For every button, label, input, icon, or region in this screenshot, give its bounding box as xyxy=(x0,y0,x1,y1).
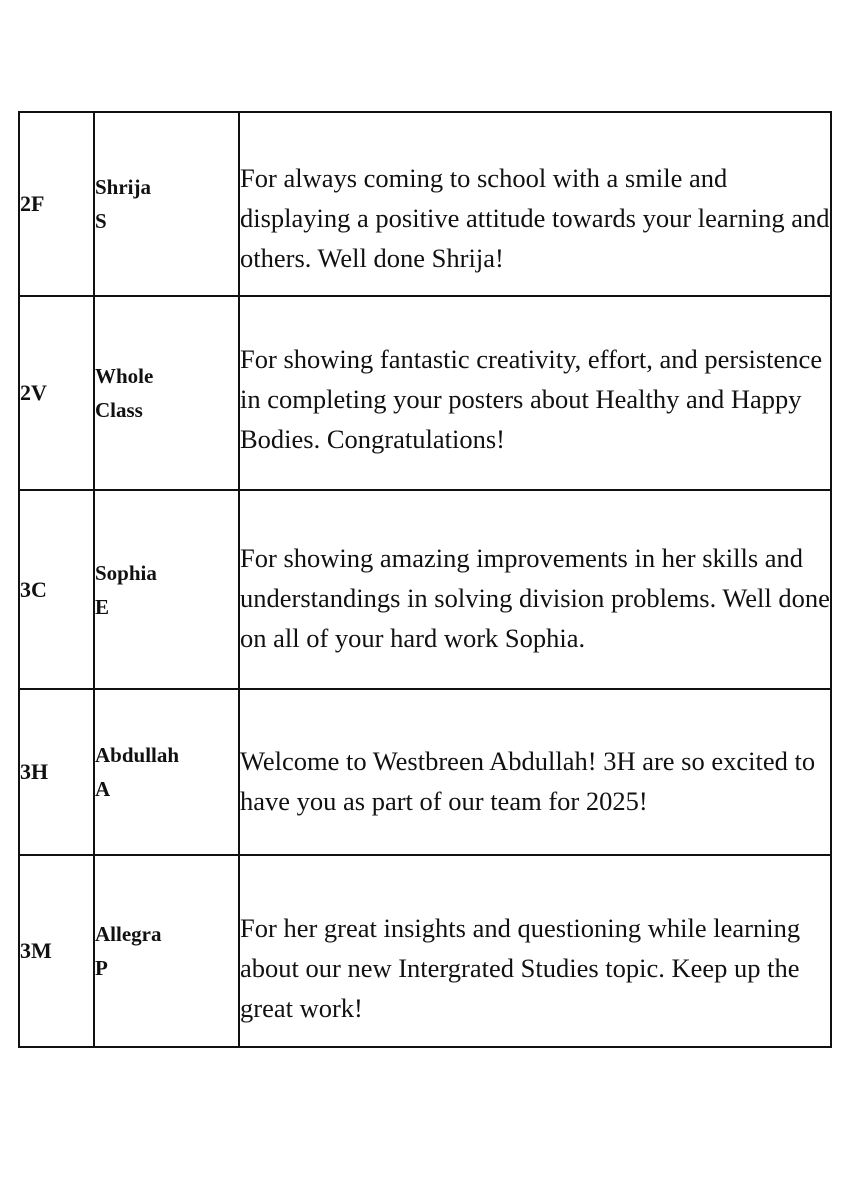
student-first-name: Whole xyxy=(95,364,154,388)
class-cell: 3C xyxy=(19,490,94,689)
award-message: For showing fantastic creativity, effort, and persistence in completing your posters about Healthy and Happy Bodies. Congratulations! xyxy=(240,344,823,454)
student-name-cell xyxy=(94,855,239,1047)
student-name-cell xyxy=(94,490,239,689)
class-cell: 2F xyxy=(19,112,94,296)
award-message: Welcome to Westbreen Abdullah! 3H are so excited to have you as part of our team for 2025! xyxy=(240,746,816,816)
message-cell xyxy=(239,490,831,689)
student-first-name: Shrija xyxy=(95,175,152,199)
award-message: For her great insights and questioning while learning about our new Intergrated Studies topic. Keep up the great work! xyxy=(240,913,801,1023)
message-cell xyxy=(239,689,831,855)
message-cell xyxy=(239,855,831,1047)
class-cell: 2V xyxy=(19,296,94,490)
message-cell xyxy=(239,296,831,490)
award-message: For always coming to school with a smile and displaying a positive attitude towards your learning and others. Well done Shrija! xyxy=(240,163,830,273)
table-row xyxy=(19,112,831,296)
student-last-initial: E xyxy=(95,594,110,619)
student-last-initial: Class xyxy=(95,398,143,422)
class-cell: 3H xyxy=(19,689,94,855)
table-row xyxy=(19,689,831,855)
award-message: For showing amazing improvements in her skills and understandings in solving division problems. Well done on all of your hard work Sophia. xyxy=(240,543,830,653)
student-last-initial: A xyxy=(95,777,111,801)
student-last-initial: S xyxy=(95,209,107,233)
student-last-initial: P xyxy=(95,956,108,980)
student-first-name: Sophia xyxy=(95,560,157,585)
student-first-name: Abdullah xyxy=(95,743,180,767)
student-name-cell xyxy=(94,112,239,296)
message-cell xyxy=(239,112,831,296)
student-name-cell xyxy=(94,296,239,490)
student-name-cell xyxy=(94,689,239,855)
awards-table xyxy=(18,111,832,1048)
table-row xyxy=(19,490,831,689)
table-row xyxy=(19,296,831,490)
table-row xyxy=(19,855,831,1047)
student-first-name: Allegra xyxy=(95,922,162,946)
class-cell: 3M xyxy=(19,855,94,1047)
